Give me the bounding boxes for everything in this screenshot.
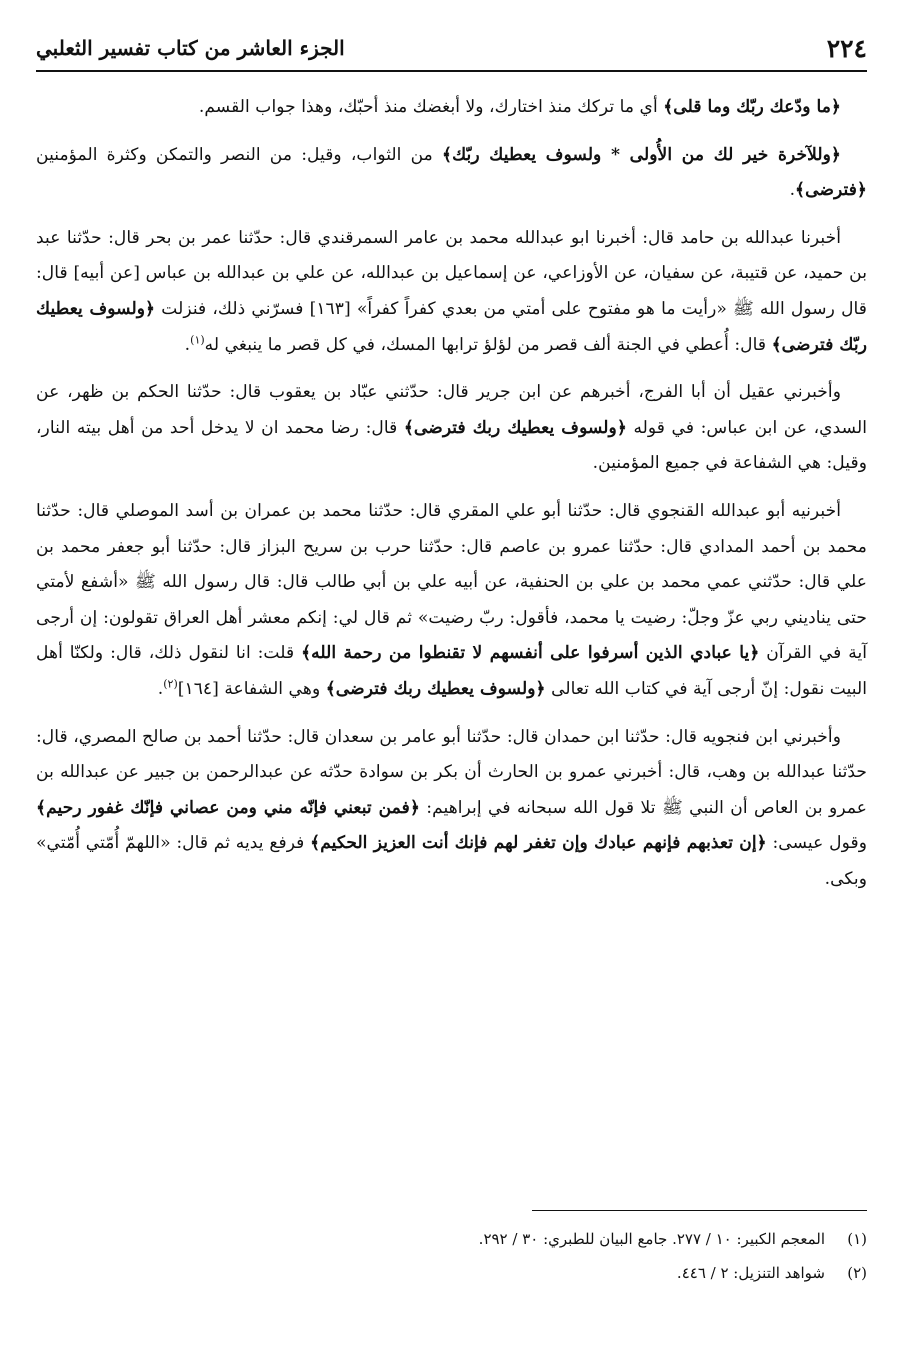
footnote-text: المعجم الكبير: ١٠ / ٢٧٧. جامع البيان للطبري: ٣٠ / ٢٩٢.	[478, 1230, 825, 1248]
quran-verse: ﴿ولسوف يعطيك ربك فترضى﴾	[325, 678, 546, 699]
quran-verse: ﴿ولسوف يعطيك ربك فترضى﴾	[403, 417, 627, 438]
paragraph-text: أي ما تركك منذ اختارك، ولا أبغضك منذ أحبّك، وهذا جواب القسم.	[198, 97, 664, 117]
quran-verse: ﴿وللآخرة خير لك من الأُولى * ولسوف يعطيك ربّك﴾	[442, 144, 841, 165]
quran-verse: ﴿ولسوف يعطيك ربّك فترضى﴾	[36, 298, 867, 355]
quran-verse: ﴿يا عبادي الذين أسرفوا على أنفسهم لا تقنطوا من رحمة الله﴾	[301, 643, 760, 664]
paragraph-6	[36, 720, 867, 898]
running-title: الجزء العاشر من كتاب تفسير الثعلبي	[36, 36, 345, 60]
footnote-number: (١)	[847, 1230, 867, 1248]
paragraph-text: فرفع يديه ثم قال: «اللهمّ أُمّتي أُمّتي» وبكى.	[36, 833, 867, 889]
paragraph-4	[36, 375, 867, 482]
paragraph-1	[36, 90, 867, 126]
paragraph-text: وأخبرني ابن فنجويه قال: حدّثنا ابن حمدان قال: حدّثنا أبو عامر بن سعدان قال: حدّثنا أحمد بن صالح المصري، قال: حدّثنا عبدالله بن وهب، قال: أخبرني عمرو بن الحارث أن بكر بن سوادة حدّثه عن عبدالرحمن بن جبير عن عبدالله بن عمرو بن العاص أن النبي ﷺ تلا قول الله سبحانه في إبراهيم:	[36, 726, 868, 818]
paragraph-5	[36, 494, 867, 708]
page-number: ٢٢٤	[826, 33, 867, 63]
footnote-text: شواهد التنزيل: ٢ / ٤٤٦.	[676, 1264, 825, 1282]
paragraph-3	[36, 221, 867, 363]
paragraph-text: قلت: انا لنقول ذلك، قال: ولكنّا أهل البيت نقول: إنّ أرجى آية في كتاب الله تعالى	[36, 643, 867, 699]
paragraph-text: أخبرنيه أبو عبدالله القنجوي قال: حدّثنا أبو علي المقري قال: حدّثنا محمد بن عمران بن أسد الموصلي قال: حدّثنا محمد بن أحمد المدادي قال: حدّثنا عمرو بن عاصم قال: حدّثنا حرب بن سريح البزاز قال: حدّثنا أبو جعفر محمد بن علي قال: حدّثني عمي محمد بن علي بن الحنفية، عن أبيه علي بن أبي طالب قال: قال رسول الله ﷺ «أشفع لأمتي حتى يناديني ربي عزّ وجلّ: رضيت يا محمد، فأقول: ربّ رضيت» ثم قال لي: إنكم معشر أهل العراق تقولون: إن أرجى آية في القرآن	[36, 500, 868, 664]
paragraph-text: وأخبرني عقيل أن أبا الفرج، أخبرهم عن ابن جرير قال: حدّثني عبّاد بن يعقوب قال: حدّثنا الحكم بن ظهر، عن السدي، عن ابن عباس: في قوله	[36, 382, 867, 438]
footnotes	[36, 1222, 867, 1290]
paragraph-text: .	[184, 334, 191, 355]
footnote-1	[36, 1222, 867, 1256]
paragraph-text: وهي الشفاعة [١٦٤]	[177, 678, 326, 699]
footnote-2	[36, 1256, 867, 1290]
paragraph-text: من الثواب، وقيل: من النصر والتمكن وكثرة المؤمنين	[36, 144, 442, 165]
paragraph-2	[36, 138, 867, 209]
paragraph-text: .	[789, 180, 796, 201]
footnote-ref[interactable]: (٢)	[163, 677, 178, 691]
footnote-number: (٢)	[847, 1264, 867, 1282]
footnote-divider	[532, 1210, 867, 1211]
book-page	[36, 26, 867, 1346]
quran-verse: ﴿فمن تبعني فإنّه مني ومن عصاني فإنّك غفور رحيم﴾	[36, 797, 420, 818]
paragraph-text: وقول عيسى:	[766, 833, 867, 854]
page-header	[36, 26, 867, 72]
paragraph-text: قال: أُعطي في الجنة ألف قصر من لؤلؤ ترابها المسك، في كل قصر ما ينبغي له	[204, 334, 772, 355]
quran-verse: ﴿فترضى﴾	[795, 180, 867, 201]
paragraph-text: قال: رضا محمد ان لا يدخل أحد من أهل بيته النار، وقيل: هي الشفاعة في جميع المؤمنين.	[36, 417, 867, 474]
paragraph-text: أخبرنا عبدالله بن حامد قال: أخبرنا ابو عبدالله محمد بن عامر السمرقندي قال: حدّثنا عمر بن بحر قال: حدّثنا عبد بن حميد، عن قتيبة، عن سفيان، عن الأوزاعي، عن إسماعيل بن عبدالله، عن علي بن عبدالله بن عباس [عن أبيه] قال: قال رسول الله ﷺ «رأيت ما هو مفتوح على أمتي من بعدي كفراً كفراً» [١٦٣] فسرّني ذلك، فنزلت	[36, 227, 868, 319]
quran-verse: ﴿ما ودّعك ربّك وما قلى﴾	[663, 97, 841, 117]
paragraph-text: .	[157, 678, 164, 699]
main-text	[36, 90, 867, 897]
quran-verse: ﴿إن تعذبهم فإنهم عبادك وإن تغفر لهم فإنك أنت العزيز الحكيم﴾	[310, 833, 767, 854]
footnote-ref[interactable]: (١)	[190, 332, 205, 346]
